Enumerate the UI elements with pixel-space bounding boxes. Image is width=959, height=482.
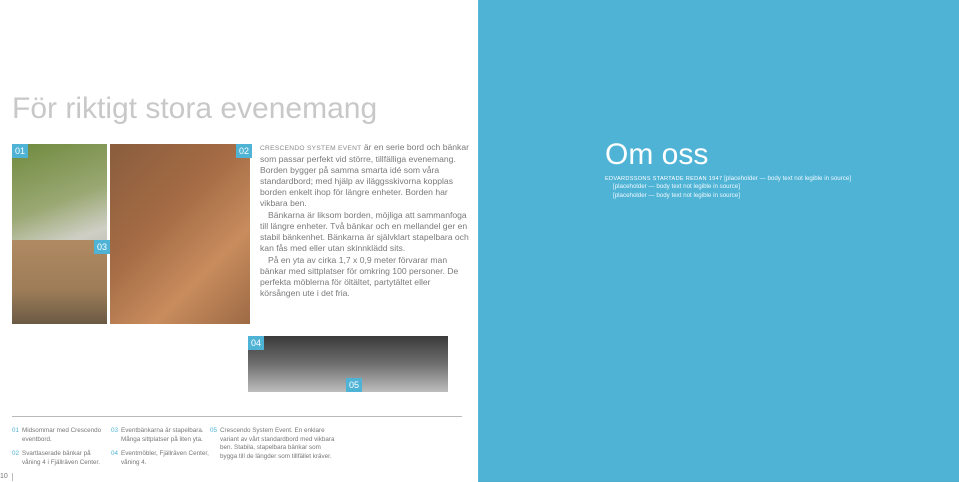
page-headline: För riktigt stora evenemang — [12, 92, 378, 125]
caption-03 — [111, 427, 211, 449]
caption-number: 01 — [12, 427, 20, 434]
about-title: Om oss — [605, 138, 709, 171]
about-kicker: EDVARDSSONS STARTADE REDAN 1947 — [605, 176, 723, 182]
about-paragraph-2: [placeholder — body text not legible in source] — [613, 183, 740, 191]
about-paragraph-3: [placeholder — body text not legible in source] — [613, 191, 740, 199]
about-body — [605, 175, 855, 200]
body-paragraph-2: Bänkarna är liksom borden, möjliga att sammanfoga till längre enheter. Två bänkar och en mellandel ger en stabil bänkenhet. Bänkarna är självklart stapelbara och kan fås med eller utan skinnklädd sits. — [260, 210, 469, 253]
page-number-tick — [12, 473, 13, 481]
caption-number: 05 — [210, 427, 218, 434]
body-paragraph-1 — [260, 142, 470, 209]
photo-number-02: 02 — [236, 144, 252, 158]
photo-number-05: 05 — [346, 378, 362, 392]
photo-number-04: 04 — [248, 336, 264, 350]
caption-01 — [12, 427, 112, 449]
caption-number: 02 — [12, 450, 20, 457]
photo-number-03: 03 — [94, 240, 110, 254]
body-paragraph-3: På en yta av cirka 1,7 x 0,9 meter förvarar man bänkar med sittplatser för omkring 100 personer. De perfekta möblerna för öltältet, partytältet eller körsången ute i det fria. — [260, 255, 459, 298]
body-kicker: CRESCENDO SYSTEM EVENT — [260, 145, 362, 152]
caption-text: Midsommar med Crescendo eventbord. — [22, 427, 102, 443]
caption-text: Eventbänkarna är stapelbara. Många sittplatser på liten yta. — [121, 427, 204, 443]
body-text — [260, 142, 470, 300]
about-paragraph-1-text: [placeholder — body text not legible in source] — [724, 175, 852, 182]
about-paragraph-1 — [605, 175, 855, 183]
caption-number: 03 — [111, 427, 119, 434]
body-paragraph-1-text: är en serie bord och bänkar som passar perfekt vid större, tillfälliga evenemang. Borden bygger på samma smarta idé som våra standardbord; med hjälp av iläggsskivorna kopplas borden enkelt ihop för längre enheter. Borden har vikbara ben. — [260, 142, 469, 208]
caption-number: 04 — [111, 450, 119, 457]
photo-number-01: 01 — [12, 144, 28, 158]
right-page — [478, 0, 959, 482]
page-number: 10 — [0, 473, 8, 480]
caption-text: Eventmöbler, Fjällräven Center, våning 4. — [121, 450, 209, 466]
caption-divider — [12, 416, 462, 417]
caption-text: Svartlaserade bänkar på våning 4 i Fjällräven Center. — [22, 450, 101, 466]
caption-04 — [111, 450, 211, 472]
photo-dark-bench-closeup — [110, 144, 250, 324]
caption-text: Crescendo System Event. En enklare variant av vårt standardbord med vikbara ben. Stabila, stapelbara bänkar som bygga till de längder som tillfället kräver. — [220, 427, 335, 460]
photo-stacked-benches — [12, 240, 107, 324]
caption-02 — [12, 450, 112, 472]
caption-05 — [210, 427, 340, 467]
